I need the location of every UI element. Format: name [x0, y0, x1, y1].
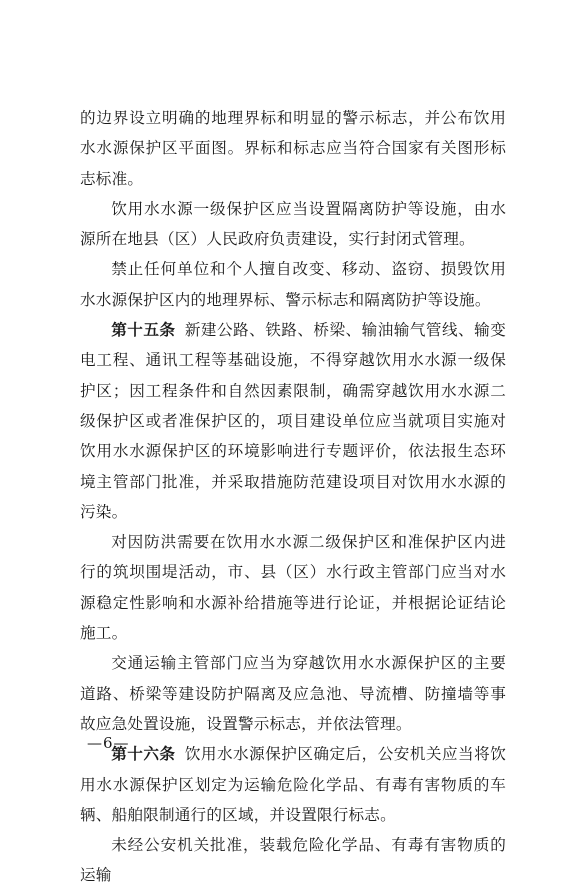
page-number: —6— [87, 734, 130, 752]
paragraph-5: 对因防洪需要在饮用水水源二级保护区和准保护区内进行的筑坝围堤活动，市、县（区）水行政主管部门应当对水源稳定性影响和水源补给措施等进行论证，并根据论证结论施工。 [80, 533, 506, 643]
article-16-number: 第十六条 [111, 744, 176, 764]
article-15-number: 第十五条 [111, 320, 176, 340]
paragraph-3: 禁止任何单位和个人擅自改变、移动、盗窃、损毁饮用水水源保护区内的地理界标、警示标志和隔离防护等设施。 [80, 260, 506, 309]
paragraph-2: 饮用水水源一级保护区应当设置隔离防护等设施，由水源所在地县（区）人民政府负责建设，实行封闭式管理。 [80, 199, 506, 249]
article-15-paragraph: 第十五条 新建公路、铁路、桥梁、输油输气管线、输变电工程、通讯工程等基础设施，不得穿越饮用水水源一级保护区；因工程条件和自然因素限制，确需穿越饮用水水源二级保护区或者准保护区的，项目建设单位应当就项目实施对饮用水水源保护区的环境影响进行专题评价，依法报生态环境主管部门批准，并采取措施防范建设项目对饮用水水源的污染。 [80, 320, 506, 521]
paragraph-1: 的边界设立明确的地理界标和明显的警示标志，并公布饮用水水源保护区平面图。界标和标志应当符合国家有关图形标志标准。 [80, 109, 506, 188]
document-body [80, 103, 506, 891]
paragraph-6: 交通运输主管部门应当为穿越饮用水水源保护区的主要道路、桥梁等建设防护隔离及应急池、导流槽、防撞墙等事故应急处置设施，设置警示标志，并依法管理。 [80, 654, 506, 733]
paragraph-8: 未经公安机关批准，装载危险化学品、有毒有害物质的运输 [80, 836, 506, 885]
article-16-paragraph: 第十六条 饮用水水源保护区确定后，公安机关应当将饮用水水源保护区划定为运输危险化学品、有毒有害物质的车辆、船舶限制通行的区域，并设置限行标志。 [80, 744, 506, 824]
